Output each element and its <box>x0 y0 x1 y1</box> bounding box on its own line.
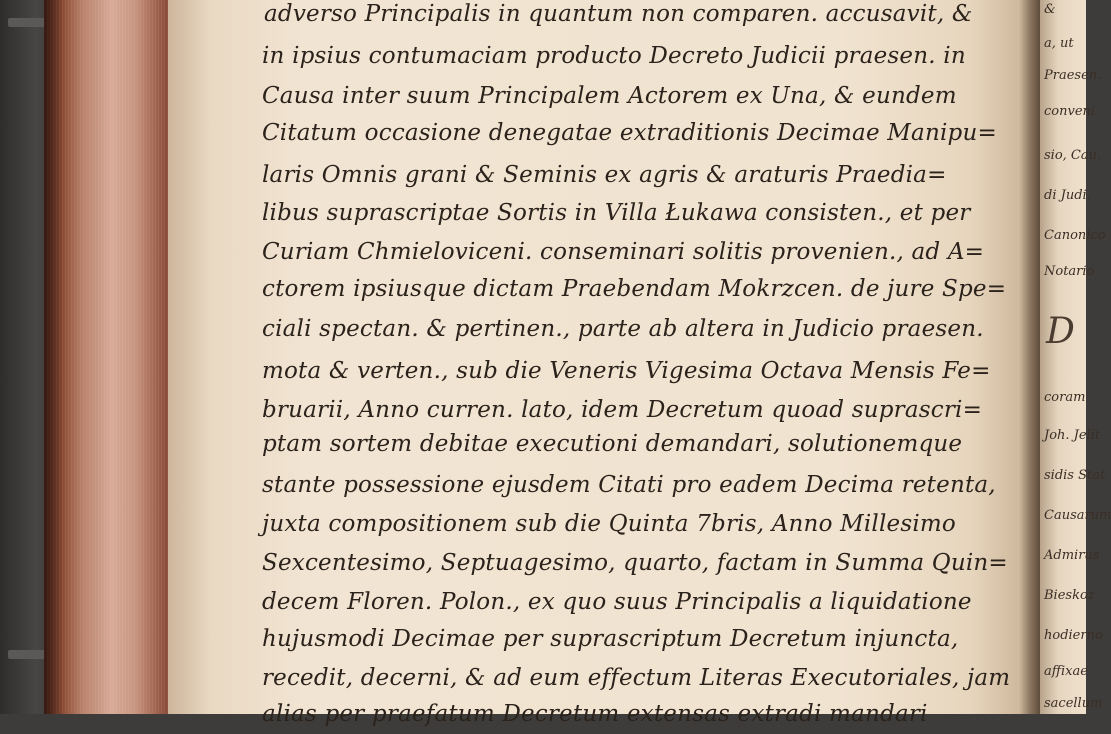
page-gutter <box>1018 0 1040 714</box>
manuscript-line: recedit, decerni, & ad eum effectum Literas Executoriales, jam <box>262 665 1011 691</box>
margin-fragment: sio, Cau. <box>1044 148 1102 163</box>
manuscript-line: Sexcentesimo, Septuagesimo, quarto, factam in Summa Quin= <box>262 550 1008 576</box>
manuscript-line: Causa inter suum Principalem Actorem ex Una, & eundem <box>262 83 957 109</box>
margin-fragment: sacellum <box>1044 696 1103 711</box>
manuscript-line: ptam sortem debitae executioni demandari, solutionemque <box>262 431 963 457</box>
manuscript-line: juxta compositionem sub die Quinta 7bris, Anno Millesimo <box>262 511 956 537</box>
manuscript-line: Curiam Chmieloviceni. conseminari solitis provenien., ad A= <box>262 239 985 265</box>
margin-fragment: sidis Stat <box>1044 468 1106 483</box>
margin-fragment: conveni <box>1044 104 1096 119</box>
margin-fragment: di Judi. <box>1044 188 1091 203</box>
manuscript-line: alias per praefatum Decretum extensas extradi mandari <box>262 701 928 727</box>
margin-fragment: Notario <box>1044 264 1095 279</box>
manuscript-line: mota & verten., sub die Veneris Vigesima Octava Mensis Fe= <box>262 358 991 384</box>
margin-fragment: a, ut <box>1044 36 1074 51</box>
margin-initial: D <box>1046 311 1075 352</box>
manuscript-line: in ipsius contumaciam producto Decreto Judicii praesen. in <box>262 43 966 69</box>
margin-fragment: coram <box>1044 390 1086 405</box>
margin-fragment: hodierno <box>1044 628 1103 643</box>
manuscript-line: bruarii, Anno curren. lato, idem Decretum quoad suprascri= <box>262 397 983 423</box>
manuscript-text-block <box>262 0 1014 727</box>
cover-shadow <box>44 0 64 714</box>
manuscript-line: decem Floren. Polon., ex quo suus Principalis a liquidatione <box>262 589 972 615</box>
margin-fragment: Joh. Jelit <box>1044 428 1101 443</box>
margin-fragment: & <box>1044 2 1056 17</box>
manuscript-line: ctorem ipsiusque dictam Praebendam Mokrzcen. de jure Spe= <box>262 276 1007 302</box>
margin-fragment: Causarum <box>1044 508 1111 523</box>
margin-fragment: Canonico <box>1044 228 1106 243</box>
margin-fragment: Admirus <box>1044 548 1100 563</box>
manuscript-line: hujusmodi Decimae per suprascriptum Decretum injuncta, <box>262 626 959 652</box>
manuscript-line: adverso Principalis in quantum non comparen. accusavit, & <box>264 1 973 27</box>
manuscript-line: libus suprascriptae Sortis in Villa Łukawa consisten., et per <box>262 200 971 226</box>
facing-page-text <box>1042 0 1111 714</box>
manuscript-line: ciali spectan. & pertinen., parte ab altera in Judicio praesen. <box>262 316 984 342</box>
manuscript-line: laris Omnis grani & Seminis ex agris & araturis Praedia= <box>262 162 947 188</box>
manuscript-line: Citatum occasione denegatae extraditionis Decimae Manipu= <box>262 120 997 146</box>
margin-fragment: affixae <box>1044 664 1088 679</box>
margin-fragment: Praesen. <box>1044 68 1102 83</box>
margin-fragment: Bieskoz <box>1044 588 1095 603</box>
manuscript-line: stante possessione ejusdem Citati pro eadem Decima retenta, <box>262 472 996 498</box>
